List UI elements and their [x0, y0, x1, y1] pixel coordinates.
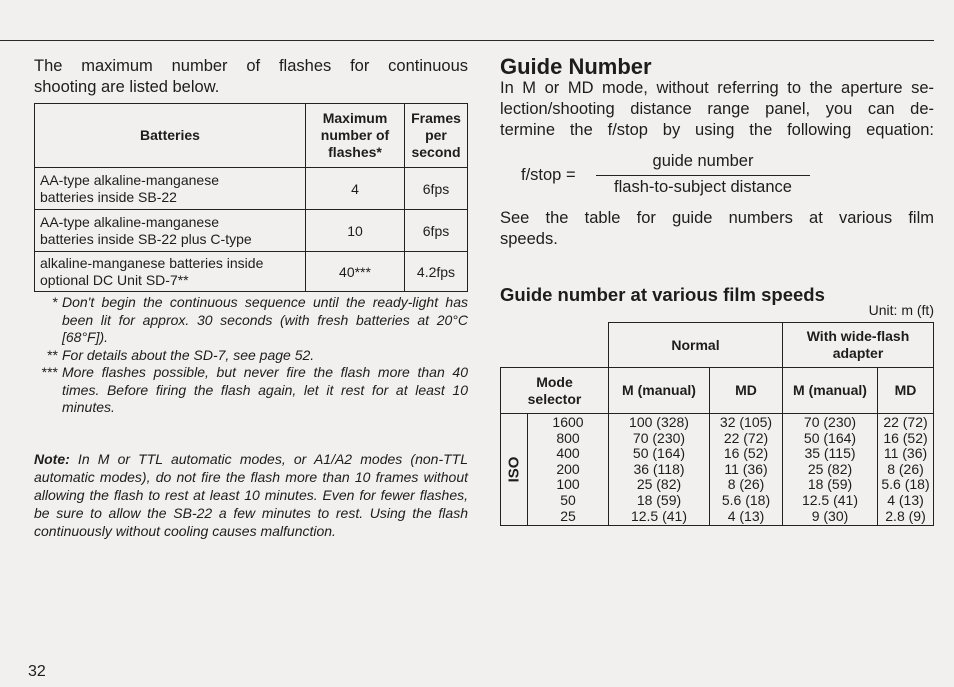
header-batteries: Batteries: [35, 104, 306, 168]
max-flashes-cell: 40***: [306, 252, 405, 292]
wide-md-values: 22 (72) 16 (52) 11 (36) 8 (26) 5.6 (18) 4 (13) 2.8 (9): [878, 414, 934, 526]
wide-m-values: 70 (230) 50 (164) 35 (115) 25 (82) 18 (59) 12.5 (41) 9 (30): [783, 414, 878, 526]
film-speeds-heading: Guide number at various film speeds: [500, 284, 825, 305]
top-rule: [0, 40, 934, 41]
footnote-mark: **: [47, 346, 58, 363]
guide-number-table: [500, 322, 934, 526]
header-line: adapter: [832, 345, 884, 361]
table-group-header-row: [501, 323, 934, 368]
table-row: [35, 168, 468, 210]
equation-lhs: f/stop =: [521, 166, 576, 184]
desc-line: AA-type alkaline-manganese: [40, 213, 219, 230]
footnotes: [34, 294, 468, 417]
header-line: second: [411, 144, 461, 160]
note-paragraph: [34, 450, 468, 540]
page-number: 32: [28, 663, 46, 680]
fraction-bar: [596, 175, 810, 176]
desc-line: batteries inside SB-22: [40, 188, 177, 205]
fps-cell: 4.2fps: [405, 252, 468, 292]
footnote-text: Don't begin the continuous sequence until the ready-light has been lit for approx. 30 seconds (with fresh batteries at 20°C [68°F]).: [62, 294, 468, 345]
intro-paragraph: [34, 56, 468, 98]
header-m-manual: M (manual): [609, 368, 710, 414]
equation-numerator: guide number: [652, 152, 754, 170]
footnote: [34, 364, 468, 417]
iso-cell: [501, 414, 528, 526]
see-line: See the table for guide numbers at various film: [500, 209, 934, 227]
header-md: MD: [878, 368, 934, 414]
footnote: [34, 294, 468, 347]
intro-line: The maximum number of flashes for continuous: [34, 57, 468, 75]
guide-line: termine the f/stop by using the following equation:: [500, 121, 934, 139]
equation-denominator: flash-to-subject distance: [614, 178, 792, 196]
footnote: [34, 347, 468, 365]
unit-label: Unit: m (ft): [868, 302, 934, 318]
guide-number-heading: Guide Number: [500, 54, 652, 79]
footnote-mark: *: [52, 294, 58, 310]
table-row: [35, 210, 468, 252]
desc-line: optional DC Unit SD-7**: [40, 271, 189, 288]
table-row: [501, 414, 934, 526]
desc-line: alkaline-manganese batteries inside: [40, 254, 264, 271]
battery-desc: [35, 168, 306, 210]
note-label: Note:: [34, 451, 70, 467]
header-line: per: [425, 127, 447, 143]
intro-line: shooting are listed below.: [34, 78, 220, 96]
normal-md-values: 32 (105) 22 (72) 16 (52) 11 (36) 8 (26) 5.6 (18) 4 (13): [710, 414, 783, 526]
header-line: Mode: [536, 373, 573, 390]
normal-m-values: 100 (328) 70 (230) 50 (164) 36 (118) 25 (82) 18 (59) 12.5 (41): [609, 414, 710, 526]
iso-label: ISO: [505, 456, 523, 483]
note-text: In M or TTL automatic modes, or A1/A2 modes (non-TTL automatic modes), do not fire the flash more than 10 frames without allowing the flash to rest at least 10 minutes. Even for fewer flashes, be sure to allow the SB-22 a few minutes to rest. Using the flash continuously without cooling causes malfunction.: [34, 451, 468, 539]
header-fps: [405, 104, 468, 168]
header-line: With wide-flash: [806, 328, 910, 344]
header-line: flashes*: [328, 144, 382, 160]
table-row: [35, 252, 468, 292]
see-line: speeds.: [500, 230, 558, 248]
desc-line: AA-type alkaline-manganese: [40, 171, 219, 188]
header-line: Maximum: [322, 110, 388, 126]
header-line: number of: [320, 127, 390, 143]
battery-desc: [35, 210, 306, 252]
guide-paragraph: [500, 78, 934, 141]
footnote-text: More flashes possible, but never fire the flash more than 40 times. Before firing the flash again, let it rest for at least 10 minutes.: [62, 364, 468, 415]
header-line: Frames: [411, 110, 461, 126]
header-normal: Normal: [609, 323, 783, 368]
guide-line: lection/shooting distance range panel, you can de-: [500, 100, 934, 118]
header-mode-selector: [501, 368, 609, 414]
iso-values: 1600 800 400 200 100 50 25: [528, 414, 609, 526]
table-column-header-row: [501, 368, 934, 414]
battery-desc: [35, 252, 306, 292]
fps-cell: 6fps: [405, 210, 468, 252]
max-flashes-cell: 4: [306, 168, 405, 210]
header-wide-flash: [783, 323, 934, 368]
fps-cell: 6fps: [405, 168, 468, 210]
footnote-mark: ***: [41, 364, 58, 380]
battery-table-header: [35, 104, 468, 168]
header-m-manual: M (manual): [783, 368, 878, 414]
footnote-text: For details about the SD-7, see page 52.: [62, 346, 315, 363]
battery-flash-table: [34, 103, 468, 292]
see-table-paragraph: [500, 208, 934, 250]
header-max-flashes: [306, 104, 405, 168]
max-flashes-cell: 10: [306, 210, 405, 252]
guide-line: In M or MD mode, without referring to the aperture se-: [500, 79, 934, 97]
header-line: selector: [527, 390, 582, 407]
header-md: MD: [710, 368, 783, 414]
blank-corner: [501, 323, 609, 368]
desc-line: batteries inside SB-22 plus C-type: [40, 230, 252, 247]
